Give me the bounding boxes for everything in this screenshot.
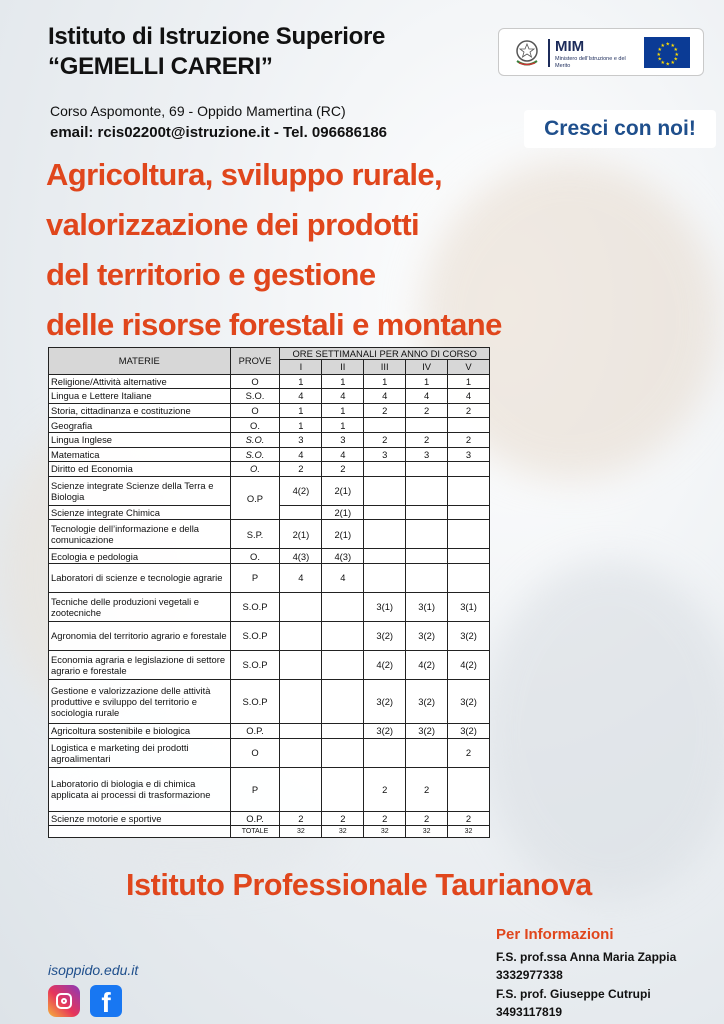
subject-cell: Logistica e marketing dei prodotti agroalimentari <box>49 738 231 767</box>
exam-cell: P <box>230 563 280 592</box>
hours-cell: 2 <box>322 811 364 826</box>
table-row <box>49 432 490 447</box>
hours-cell <box>406 738 448 767</box>
institute-name: Istituto Professionale Taurianova <box>126 868 592 902</box>
svg-text:★: ★ <box>674 52 679 58</box>
table-row <box>49 650 490 679</box>
table-row <box>49 389 490 404</box>
hours-cell <box>322 592 364 621</box>
subject-cell: Matematica <box>49 447 231 462</box>
hours-cell: 2 <box>406 811 448 826</box>
exam-cell: S.O.P <box>230 650 280 679</box>
hours-cell: 3(1) <box>364 592 406 621</box>
hours-cell <box>406 563 448 592</box>
hours-cell: 1 <box>280 403 322 418</box>
subject-cell: Ecologia e pedologia <box>49 549 231 564</box>
hours-cell <box>406 462 448 477</box>
subject-cell: Agronomia del territorio agrario e forestale <box>49 621 231 650</box>
table-row <box>49 738 490 767</box>
subject-cell: Religione/Attività alternative <box>49 374 231 389</box>
subject-cell: Economia agraria e legislazione di settore agrario e forestale <box>49 650 231 679</box>
exam-cell: S.P. <box>230 520 280 549</box>
hours-cell <box>448 549 490 564</box>
hours-cell: 2 <box>406 767 448 811</box>
ministry-name: Ministero dell'Istruzione e del Merito <box>555 56 626 69</box>
hours-cell: 3(2) <box>448 679 490 723</box>
table-row <box>49 549 490 564</box>
hours-cell <box>280 723 322 738</box>
hours-cell: 4 <box>280 563 322 592</box>
hours-cell: 4(3) <box>322 549 364 564</box>
ministry-logo <box>498 28 704 76</box>
ministry-acronym: MIM <box>555 38 585 55</box>
hours-cell <box>364 520 406 549</box>
svg-text:★: ★ <box>660 60 665 66</box>
hours-cell: 2 <box>280 811 322 826</box>
hours-cell: 2 <box>280 462 322 477</box>
subject-cell: Tecniche delle produzioni vegetali e zootecniche <box>49 592 231 621</box>
subject-cell: Storia, cittadinanza e costituzione <box>49 403 231 418</box>
info-title: Per Informazioni <box>496 926 614 943</box>
exam-cell: O.P <box>230 476 280 520</box>
hours-cell <box>322 738 364 767</box>
year-header: V <box>448 360 490 375</box>
hours-cell: 2(1) <box>322 505 364 520</box>
table-row <box>49 447 490 462</box>
website-link[interactable]: isoppido.edu.it <box>48 962 139 978</box>
hours-cell <box>280 738 322 767</box>
subject-cell: Geografia <box>49 418 231 433</box>
hours-cell <box>364 505 406 520</box>
subject-cell: Tecnologie dell’informazione e della comunicazione <box>49 520 231 549</box>
hours-cell <box>448 462 490 477</box>
hours-cell: 1 <box>322 418 364 433</box>
hours-cell <box>280 679 322 723</box>
hours-cell: 3(2) <box>364 679 406 723</box>
hours-cell <box>406 549 448 564</box>
svg-text:★: ★ <box>670 60 675 66</box>
hours-cell: 2 <box>448 432 490 447</box>
hours-cell <box>448 505 490 520</box>
hours-cell: 2 <box>364 403 406 418</box>
hours-cell <box>406 520 448 549</box>
subject-cell: Laboratorio di biologia e di chimica applicata ai processi di trasformazione <box>49 767 231 811</box>
hours-cell <box>322 723 364 738</box>
hours-cell: 3(2) <box>406 723 448 738</box>
svg-text:★: ★ <box>657 56 662 63</box>
hours-cell: 2 <box>364 432 406 447</box>
hours-cell: 1 <box>406 374 448 389</box>
hours-cell <box>280 767 322 811</box>
subject-cell: Agricoltura sostenibile e biologica <box>49 723 231 738</box>
hours-cell: 2 <box>364 767 406 811</box>
instagram-icon[interactable] <box>48 985 80 1017</box>
hours-cell: 4 <box>364 389 406 404</box>
school-name <box>48 22 385 82</box>
curriculum-table <box>48 347 490 838</box>
exam-cell: O. <box>230 549 280 564</box>
italian-republic-emblem-icon <box>513 38 541 68</box>
hours-cell: 1 <box>322 374 364 389</box>
hours-cell: 3(2) <box>406 679 448 723</box>
hours-cell: 4 <box>322 447 364 462</box>
hours-cell <box>406 476 448 505</box>
hours-cell <box>280 650 322 679</box>
hours-cell <box>406 505 448 520</box>
table-row <box>49 767 490 811</box>
hours-cell: 3(1) <box>406 592 448 621</box>
hours-cell: 3(2) <box>364 723 406 738</box>
hours-cell: 4 <box>280 447 322 462</box>
svg-text:★: ★ <box>665 41 670 48</box>
hours-cell <box>448 563 490 592</box>
hours-cell <box>322 650 364 679</box>
subject-cell: Scienze integrate Chimica <box>49 505 231 520</box>
hours-cell: 4(2) <box>364 650 406 679</box>
hours-cell <box>322 679 364 723</box>
total-cell: 32 <box>280 826 322 838</box>
hours-cell <box>448 476 490 505</box>
subject-cell: Laboratori di scienze e tecnologie agrarie <box>49 563 231 592</box>
school-name-line: “GEMELLI CARERI” <box>48 53 273 80</box>
subject-cell: Scienze integrate Scienze della Terra e Biologia <box>49 476 231 505</box>
exam-cell: S.O. <box>230 389 280 404</box>
exam-cell: O. <box>230 418 280 433</box>
table-row <box>49 563 490 592</box>
hours-cell <box>364 549 406 564</box>
svg-text:★: ★ <box>660 43 665 49</box>
hours-cell: 2(1) <box>322 520 364 549</box>
exam-cell: S.O.P <box>230 679 280 723</box>
year-header: I <box>280 360 322 375</box>
school-address: Corso Aspomonte, 69 - Oppido Mamertina (RC) <box>50 103 346 119</box>
svg-text:★: ★ <box>673 47 678 53</box>
hours-cell <box>448 520 490 549</box>
hours-cell <box>280 505 322 520</box>
hours-cell: 2 <box>364 811 406 826</box>
svg-text:★: ★ <box>657 47 662 53</box>
table-row <box>49 462 490 477</box>
hours-cell <box>322 621 364 650</box>
hours-cell: 1 <box>322 403 364 418</box>
hours-cell: 3(2) <box>406 621 448 650</box>
hours-cell <box>280 592 322 621</box>
hours-cell <box>448 767 490 811</box>
table-row <box>49 403 490 418</box>
hours-cell: 4 <box>406 389 448 404</box>
exam-cell: S.O. <box>230 447 280 462</box>
hours-cell <box>448 418 490 433</box>
school-name-line: Istituto di Istruzione Superiore <box>48 23 386 50</box>
exam-cell: P <box>230 767 280 811</box>
total-label: TOTALE <box>230 826 280 838</box>
course-title-line: del territorio e gestione <box>46 257 376 292</box>
hours-cell: 4 <box>448 389 490 404</box>
table-row <box>49 418 490 433</box>
hours-cell: 3 <box>406 447 448 462</box>
instagram-lens <box>61 998 67 1004</box>
hours-cell: 2 <box>448 403 490 418</box>
subject-cell: Gestione e valorizzazione delle attività produttive e sviluppo del territorio e sociologia rurale <box>49 679 231 723</box>
hours-cell: 4(3) <box>280 549 322 564</box>
hours-cell <box>280 621 322 650</box>
table-row <box>49 520 490 549</box>
year-header: III <box>364 360 406 375</box>
slogan-badge: Cresci con noi! <box>524 110 716 148</box>
table-row <box>49 592 490 621</box>
table-row <box>49 679 490 723</box>
hours-cell: 4 <box>280 389 322 404</box>
course-title-line: delle risorse forestali e montane <box>46 307 502 342</box>
year-header: IV <box>406 360 448 375</box>
contact-phone[interactable]: 3493117819 <box>496 1005 563 1019</box>
column-header-exam: PROVE <box>230 348 280 375</box>
hours-cell: 4 <box>322 563 364 592</box>
hours-cell <box>364 476 406 505</box>
hours-cell <box>364 418 406 433</box>
column-header-subject: MATERIE <box>49 348 231 375</box>
total-row <box>49 826 490 838</box>
total-empty-cell <box>49 826 231 838</box>
hours-cell <box>406 418 448 433</box>
total-cell: 32 <box>406 826 448 838</box>
hours-cell: 4 <box>322 389 364 404</box>
total-cell: 32 <box>322 826 364 838</box>
school-contact[interactable]: email: rcis02200t@istruzione.it - Tel. 096686186 <box>50 124 388 141</box>
background-photo <box>480 560 724 900</box>
hours-cell: 3(2) <box>364 621 406 650</box>
svg-text:★: ★ <box>665 61 670 68</box>
hours-cell: 2(1) <box>322 476 364 505</box>
hours-cell: 4(2) <box>406 650 448 679</box>
exam-cell: O <box>230 403 280 418</box>
table-row <box>49 476 490 505</box>
subject-cell: Scienze motorie e sportive <box>49 811 231 826</box>
hours-cell: 1 <box>280 374 322 389</box>
hours-cell: 3 <box>280 432 322 447</box>
hours-cell: 4(2) <box>448 650 490 679</box>
course-title-line: valorizzazione dei prodotti <box>46 207 420 242</box>
hours-cell: 2 <box>322 462 364 477</box>
exam-cell: O.P. <box>230 723 280 738</box>
table-row <box>49 621 490 650</box>
contact-name: F.S. prof. Giuseppe Cutrupi <box>496 987 651 1001</box>
hours-cell: 3(2) <box>448 723 490 738</box>
hours-cell: 3 <box>322 432 364 447</box>
exam-cell: O <box>230 374 280 389</box>
hours-cell: 2(1) <box>280 520 322 549</box>
hours-cell: 2 <box>406 403 448 418</box>
year-header: II <box>322 360 364 375</box>
hours-cell: 2 <box>406 432 448 447</box>
svg-text:★: ★ <box>656 52 661 58</box>
total-cell: 32 <box>448 826 490 838</box>
exam-cell: O.P. <box>230 811 280 826</box>
hours-cell <box>364 738 406 767</box>
hours-cell: 1 <box>448 374 490 389</box>
logo-divider <box>548 39 550 67</box>
subject-cell: Lingua Inglese <box>49 432 231 447</box>
exam-cell: O. <box>230 462 280 477</box>
subject-cell: Lingua e Lettere Italiane <box>49 389 231 404</box>
subject-cell: Diritto ed Economia <box>49 462 231 477</box>
hours-cell: 1 <box>280 418 322 433</box>
exam-cell: S.O.P <box>230 592 280 621</box>
table-row <box>49 811 490 826</box>
course-title <box>46 150 502 350</box>
hours-cell: 3 <box>448 447 490 462</box>
exam-cell: O <box>230 738 280 767</box>
hours-cell: 1 <box>364 374 406 389</box>
svg-text:★: ★ <box>673 56 678 63</box>
hours-cell: 2 <box>448 738 490 767</box>
hours-cell: 2 <box>448 811 490 826</box>
facebook-icon[interactable]: f <box>90 985 122 1017</box>
hours-cell: 3(2) <box>448 621 490 650</box>
hours-cell: 3 <box>364 447 406 462</box>
course-title-line: Agricoltura, sviluppo rurale, <box>46 157 443 192</box>
hours-cell: 3(1) <box>448 592 490 621</box>
column-header-hours: ORE SETTIMANALI PER ANNO DI CORSO <box>280 348 490 360</box>
table-row <box>49 374 490 389</box>
total-cell: 32 <box>364 826 406 838</box>
hours-cell <box>364 563 406 592</box>
table-row <box>49 723 490 738</box>
eu-flag-icon <box>644 37 690 68</box>
contact-phone[interactable]: 3332977338 <box>496 968 563 982</box>
exam-cell: S.O. <box>230 432 280 447</box>
exam-cell: S.O.P <box>230 621 280 650</box>
contact-name: F.S. prof.ssa Anna Maria Zappia <box>496 950 677 964</box>
svg-text:★: ★ <box>670 43 675 49</box>
hours-cell <box>364 462 406 477</box>
hours-cell: 4(2) <box>280 476 322 505</box>
hours-cell <box>322 767 364 811</box>
